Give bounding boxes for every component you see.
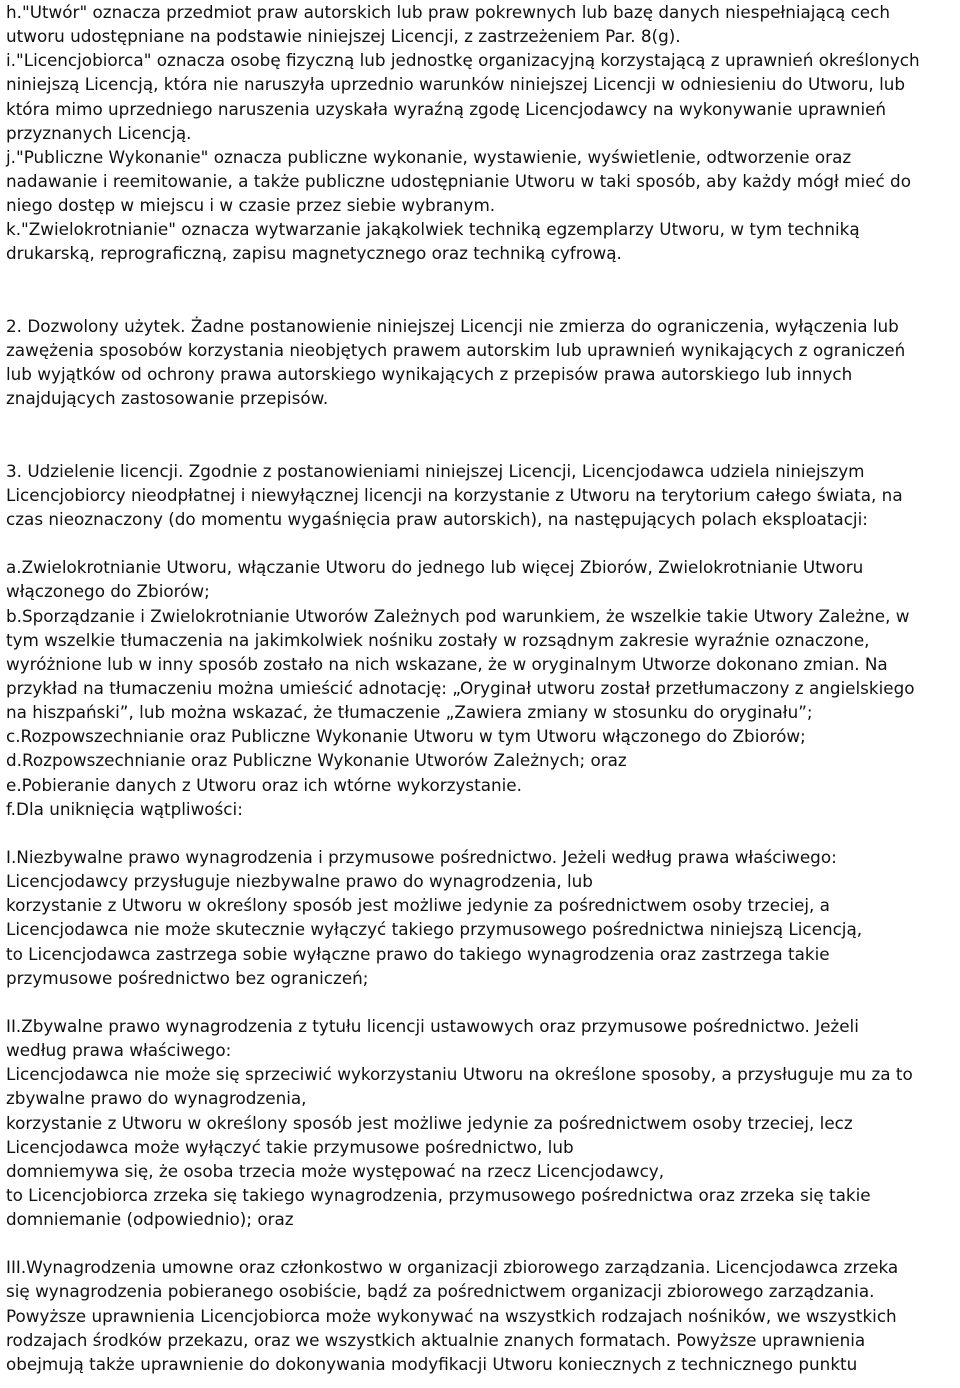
text-line: j."Publiczne Wykonanie" oznacza publiczne wykonanie, wystawienie, wyświetlenie, odtworzenie oraz (6, 146, 852, 167)
paragraph-point-II (6, 1014, 956, 1231)
text-line: rodzajach środków przekazu, oraz we wszystkich aktualnie znanych formatach. Powyższe uprawnienia (6, 1329, 866, 1350)
text-line: Licencjodawca nie może skutecznie wyłączyć takiego przymusowego pośrednictwa niniejszą Licencją, (6, 919, 863, 940)
text-line: Licencjodawcy przysługuje niezbywalne prawo do wynagrodzenia, lub (6, 871, 593, 892)
paragraph-field-e (6, 773, 956, 797)
text-line: domniemanie (odpowiednio); oraz (6, 1209, 294, 1230)
paragraph-spacer (6, 990, 956, 1014)
paragraph-spacer (6, 266, 956, 314)
paragraph-spacer (6, 531, 956, 555)
paragraph-field-f (6, 797, 956, 821)
paragraph-section-2 (6, 314, 956, 411)
text-line: d.Rozpowszechnianie oraz Publiczne Wykonanie Utworów Zależnych; oraz (6, 750, 627, 771)
paragraph-field-a (6, 555, 956, 603)
text-line: i."Licencjobiorca" oznacza osobę fizyczną lub jednostkę organizacyjną korzystającą z uprawnień określonych (6, 50, 920, 71)
text-line: drukarską, reprograficzną, zapisu magnetycznego oraz techniką cyfrową. (6, 243, 622, 264)
text-line: II.Zbywalne prawo wynagrodzenia z tytułu licencji ustawowych oraz przymusowe pośrednictwo. Jeżeli (6, 1015, 859, 1036)
text-line: 2. Dozwolony użytek. Żadne postanowienie niniejszej Licencji nie zmierza do ograniczenia, wyłączenia lub (6, 315, 899, 336)
text-line: korzystanie z Utworu w określony sposób jest możliwe jedynie za pośrednictwem osoby trzeciej, lecz (6, 1112, 853, 1133)
text-line: obejmują także uprawnienie do dokonywania modyfikacji Utworu koniecznych z technicznego punktu (6, 1353, 858, 1374)
text-line: 3. Udzielenie licencji. Zgodnie z postanowieniami niniejszej Licencji, Licencjodawca udziela niniejszym (6, 460, 865, 481)
text-line: I.Niezbywalne prawo wynagrodzenia i przymusowe pośrednictwo. Jeżeli według prawa właściwego: (6, 846, 837, 867)
text-line: e.Pobieranie danych z Utworu oraz ich wtórne wykorzystanie. (6, 774, 522, 795)
text-line: a.Zwielokrotnianie Utworu, włączanie Utworu do jednego lub więcej Zbiorów, Zwielokrotnianie Utworu (6, 557, 864, 578)
text-line: na hiszpański”, lub można wskazać, że tłumaczenie „Zawiera zmiany w stosunku do oryginału”; (6, 702, 813, 723)
text-line: korzystanie z Utworu w określony sposób jest możliwe jedynie za pośrednictwem osoby trzeciej, a (6, 895, 830, 916)
text-line: niego dostęp w miejscu i w czasie przez siebie wybranym. (6, 195, 496, 216)
paragraph-spacer (6, 821, 956, 845)
text-line: to Licencjodawca zastrzega sobie wyłączne prawo do takiego wynagrodzenia oraz zastrzega takie (6, 943, 830, 964)
text-line: b.Sporządzanie i Zwielokrotnianie Utworów Zależnych pod warunkiem, że wszelkie takie Utwory Zależne, w (6, 605, 910, 626)
paragraph-def-i (6, 48, 956, 145)
text-line: III.Wynagrodzenia umowne oraz członkostwo w organizacji zbiorowego zarządzania. Licencjodawca zrzeka (6, 1257, 899, 1278)
text-line: czas nieoznaczony (do momentu wygaśnięcia praw autorskich), na następujących polach eksploatacji: (6, 508, 868, 529)
paragraph-point-I (6, 845, 956, 990)
text-line: Licencjodawca może wyłączyć takie przymusowe pośrednictwo, lub (6, 1136, 574, 1157)
text-line: tym wszelkie tłumaczenia na jakimkolwiek nośniku zostały w rozsądnym zakresie wyraźnie oznaczone, (6, 629, 870, 650)
text-line: k."Zwielokrotnianie" oznacza wytwarzanie jakąkolwiek techniką egzemplarzy Utworu, w tym techniką (6, 219, 860, 240)
text-line: lub wyjątków od ochrony prawa autorskiego wynikających z przepisów prawa autorskiego lub innych (6, 364, 853, 385)
license-document (6, 0, 956, 1376)
text-line: Licencjobiorcy nieodpłatnej i niewyłącznej licencji na korzystanie z Utworu na terytorium całego świata, na (6, 484, 903, 505)
paragraph-spacer (6, 1231, 956, 1255)
text-line: domniemywa się, że osoba trzecia może występować na rzecz Licencjodawcy, (6, 1160, 665, 1181)
text-line: przykład na tłumaczeniu można umieścić adnotację: „Oryginał utworu został przetłumaczony z angielskiego (6, 677, 915, 698)
text-line: wyróżnione lub w inny sposób zostało na nich wskazane, że w oryginalnym Utworze dokonano zmian. Na (6, 653, 888, 674)
paragraph-point-III (6, 1255, 956, 1376)
paragraph-field-d (6, 748, 956, 772)
text-line: to Licencjobiorca zrzeka się takiego wynagrodzenia, przymusowego pośrednictwa oraz zrzeka się takie (6, 1184, 871, 1205)
paragraph-def-k (6, 217, 956, 265)
text-line: nadawanie i reemitowanie, a także publiczne udostępnianie Utworu w taki sposób, aby każdy mógł mieć do (6, 170, 911, 191)
text-line: h."Utwór" oznacza przedmiot praw autorskich lub praw pokrewnych lub bazę danych niespełniającą cech (6, 2, 890, 22)
paragraph-def-h (6, 0, 956, 48)
paragraph-field-c (6, 724, 956, 748)
text-line: według prawa właściwego: (6, 1040, 232, 1061)
text-line: włączonego do Zbiorów; (6, 581, 210, 602)
text-line: znajdujących zastosowanie przepisów. (6, 388, 329, 409)
text-line: f.Dla uniknięcia wątpliwości: (6, 798, 243, 819)
text-line: Licencjodawca nie może się sprzeciwić wykorzystaniu Utworu na określone sposoby, a przysługuje mu za to (6, 1064, 913, 1085)
paragraph-section-3 (6, 459, 956, 531)
text-line: zawężenia sposobów korzystania nieobjętych prawem autorskim lub uprawnień wynikających z ograniczeń (6, 339, 906, 360)
paragraph-def-j (6, 145, 956, 217)
text-line: c.Rozpowszechnianie oraz Publiczne Wykonanie Utworu w tym Utworu włączonego do Zbiorów; (6, 726, 806, 747)
text-line: niniejszą Licencją, która nie naruszyła uprzednio warunków niniejszej Licencji w odniesieniu do Utworu, lub (6, 74, 906, 95)
text-line: przymusowe pośrednictwo bez ograniczeń; (6, 967, 369, 988)
text-line: przyznanych Licencją. (6, 122, 192, 143)
text-line: Powyższe uprawnienia Licencjobiorca może wykonywać na wszystkich rodzajach nośników, we wszystkich (6, 1305, 897, 1326)
text-line: zbywalne prawo do wynagrodzenia, (6, 1088, 307, 1109)
paragraph-spacer (6, 410, 956, 458)
text-line: utworu udostępniane na podstawie niniejszej Licencji, z zastrzeżeniem Par. 8(g). (6, 26, 681, 47)
text-line: która mimo uprzedniego naruszenia uzyskała wyraźną zgodę Licencjodawcy na wykonywanie uprawnień (6, 98, 887, 119)
paragraph-field-b (6, 604, 956, 725)
text-line: się wynagrodzenia pobieranego osobiście, bądź za pośrednictwem organizacji zbiorowego zarządzania. (6, 1281, 875, 1302)
